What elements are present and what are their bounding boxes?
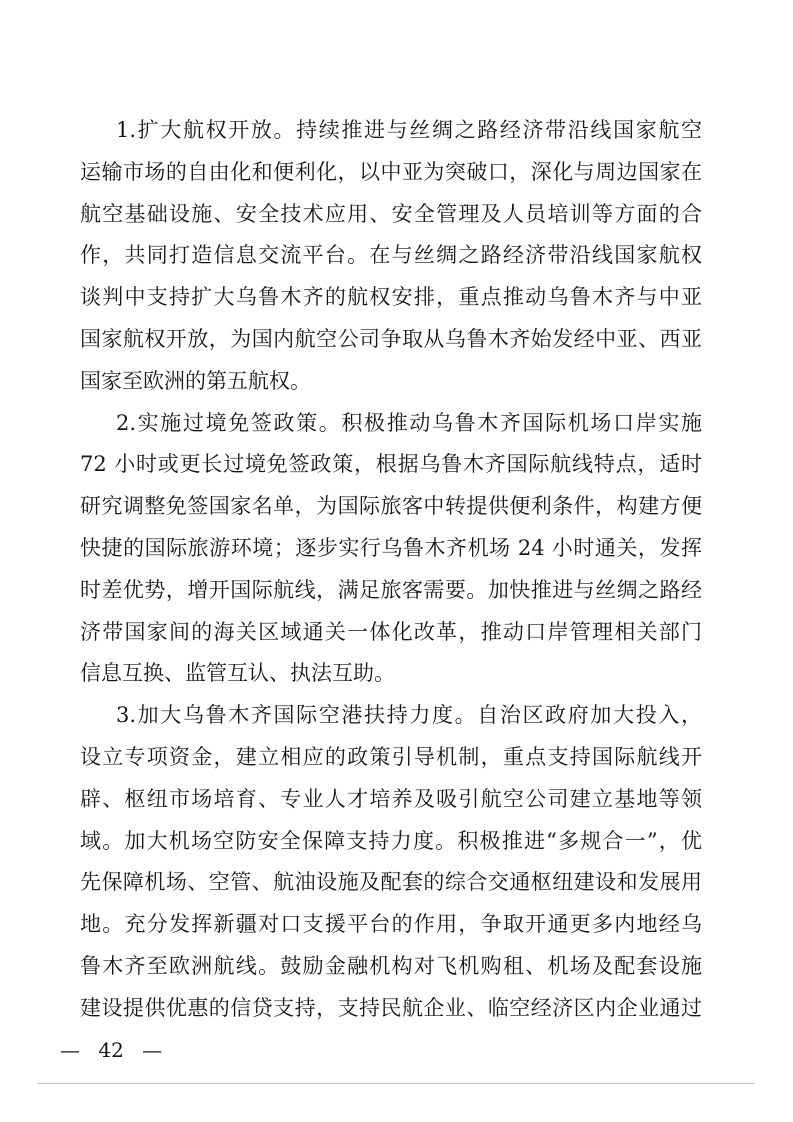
text-line: 3.加大乌鲁木齐国际空港扶持力度。自治区政府加大投入， xyxy=(116,703,702,728)
text-line: 先保障机场、空管、航油设施及配套的综合交通枢纽建设和发展用 xyxy=(80,870,702,895)
page-number: — 42 — xyxy=(60,1038,163,1062)
text-line: 国家至欧洲的第五航权。 xyxy=(80,368,311,393)
text-line: 1.扩大航权开放。持续推进与丝绸之路经济带沿线国家航空 xyxy=(116,118,702,142)
text-line: 建设提供优惠的信贷支持，支持民航企业、临空经济区内企业通过 xyxy=(80,995,702,1020)
text-line: 信息互换、监管互认、执法互助。 xyxy=(80,661,395,686)
paragraph-1 xyxy=(80,110,702,403)
text-line: 谈判中支持扩大乌鲁木齐的航权安排，重点推动乌鲁木齐与中亚 xyxy=(80,285,702,310)
text-line: 72 小时或更长过境免签政策，根据乌鲁木齐国际航线特点，适时 xyxy=(80,452,702,477)
text-line: 2.实施过境免签政策。积极推动乌鲁木齐国际机场口岸实施 xyxy=(116,410,702,435)
paragraph-3 xyxy=(80,695,702,1029)
text-line: 作，共同打造信息交流平台。在与丝绸之路经济带沿线国家航权 xyxy=(80,243,702,268)
text-line: 国家航权开放，为国内航空公司争取从乌鲁木齐始发经中亚、西亚 xyxy=(80,326,702,351)
text-line: 域。加大机场空防安全保障支持力度。积极推进“多规合一”，优 xyxy=(80,828,702,853)
text-line: 时差优势，增开国际航线，满足旅客需要。加快推进与丝绸之路经 xyxy=(80,577,702,602)
body-text xyxy=(80,110,702,1030)
page-divider xyxy=(37,1083,755,1084)
text-line: 快捷的国际旅游环境；逐步实行乌鲁木齐机场 24 小时通关，发挥 xyxy=(80,535,702,560)
text-line: 设立专项资金，建立相应的政策引导机制，重点支持国际航线开 xyxy=(80,744,702,769)
text-line: 航空基础设施、安全技术应用、安全管理及人员培训等方面的合 xyxy=(80,201,702,226)
text-line: 辟、枢纽市场培育、专业人才培养及吸引航空公司建立基地等领 xyxy=(80,786,702,811)
text-line: 鲁木齐至欧洲航线。鼓励金融机构对飞机购租、机场及配套设施 xyxy=(80,953,702,978)
paragraph-2 xyxy=(80,403,702,696)
text-line: 研究调整免签国家名单，为国际旅客中转提供便利条件，构建方便 xyxy=(80,494,702,519)
text-line: 济带国家间的海关区域通关一体化改革，推动口岸管理相关部门 xyxy=(80,619,702,644)
text-line: 运输市场的自由化和便利化，以中亚为突破口，深化与周边国家在 xyxy=(80,159,702,184)
text-line: 地。充分发挥新疆对口支援平台的作用，争取开通更多内地经乌 xyxy=(80,912,702,937)
